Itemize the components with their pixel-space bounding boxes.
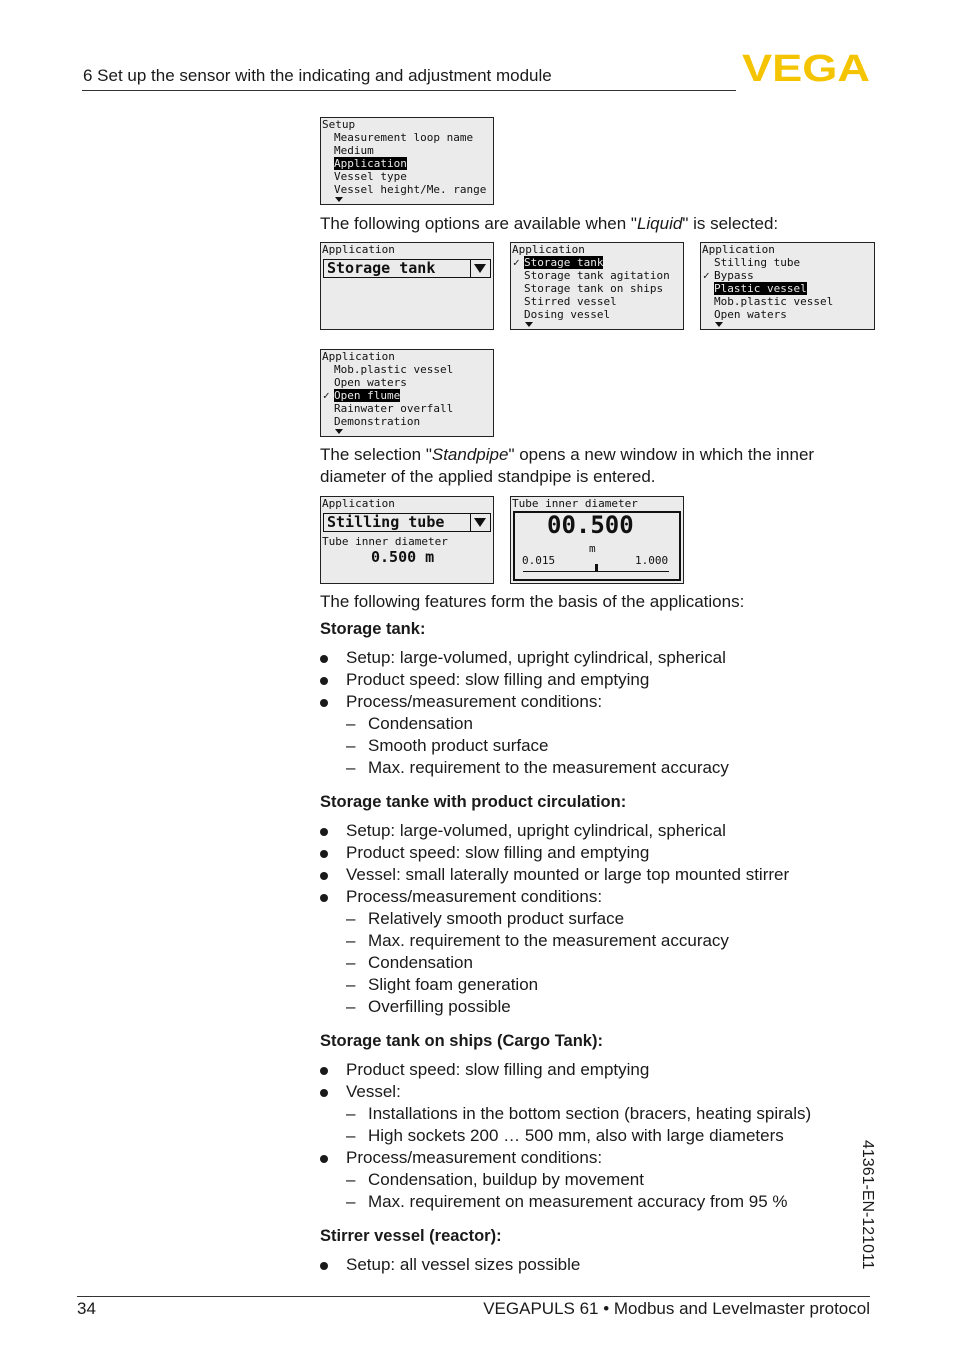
lcd-title: Tube inner diameter: [512, 497, 638, 510]
footer-divider: [77, 1296, 870, 1297]
dropdown-arrow-icon: [470, 260, 490, 277]
sub-item: [346, 1192, 876, 1212]
lcd-menu-item-selected[interactable]: Plastic vessel: [714, 282, 807, 295]
bullet-item: [320, 1255, 880, 1275]
lcd-menu-item[interactable]: Medium: [334, 144, 374, 157]
bullet-text: Setup: large-volumed, upright cylindrical, spherical: [346, 821, 726, 840]
bullet-item: [320, 865, 880, 885]
header-divider: [82, 90, 736, 91]
sub-item: [346, 953, 876, 973]
bullet-text: Process/measurement conditions:: [346, 887, 603, 906]
sub-item: [346, 909, 876, 929]
bullet-item: [320, 887, 880, 907]
bullet-item: [320, 1148, 880, 1168]
lcd-menu-item-selected[interactable]: Open flume: [334, 389, 401, 402]
checkmark-icon: ✓: [703, 269, 710, 282]
dash-icon: –: [346, 714, 356, 733]
dash-icon: –: [346, 1104, 356, 1123]
bullet-icon: [320, 1067, 328, 1075]
scroll-down-icon: [525, 322, 533, 327]
section-heading: Storage tank:: [320, 620, 426, 638]
document-code: 41361-EN-121011: [859, 1140, 876, 1270]
standpipe-text: The selection "Standpipe" opens a new window in which the inner diameter of the applied standpipe is entered.: [320, 445, 815, 486]
lcd-menu-item-selected[interactable]: Storage tank: [524, 256, 604, 269]
lcd-menu-item[interactable]: Storage tank on ships: [524, 282, 664, 295]
sub-item-text: Condensation: [368, 953, 473, 972]
bullet-item: [320, 843, 880, 863]
bullet-icon: [320, 894, 328, 902]
dash-icon: –: [346, 1126, 356, 1145]
range-marker: [595, 564, 598, 572]
lcd-menu-item[interactable]: Demonstration: [334, 415, 421, 428]
sub-item-text: Installations in the bottom section (bracers, heating spirals): [368, 1104, 812, 1123]
lcd-title: Application: [322, 243, 395, 256]
bullet-text: Setup: all vessel sizes possible: [346, 1255, 581, 1274]
lcd-setup-menu: [320, 117, 494, 205]
lcd-tube-diameter-edit: [510, 496, 684, 584]
sub-item-text: Condensation: [368, 714, 473, 733]
lcd-menu-item-selected[interactable]: Application: [334, 157, 407, 170]
lcd-menu-item[interactable]: Measurement loop name: [334, 131, 474, 144]
bullet-icon: [320, 872, 328, 880]
dash-icon: –: [346, 931, 356, 950]
scroll-down-icon: [335, 429, 343, 434]
liquid-intro-text: The following options are available when "Liquid" is selected:: [320, 214, 779, 233]
sub-item-text: High sockets 200 … 500 mm, also with large diameters: [368, 1126, 784, 1145]
sub-item: [346, 1170, 876, 1190]
bullet-icon: [320, 677, 328, 685]
sub-item: [346, 931, 876, 951]
bullet-item: [320, 692, 880, 712]
range-min-label: 0.015: [522, 554, 556, 567]
scroll-down-icon: [715, 322, 723, 327]
dash-icon: –: [346, 736, 356, 755]
application-dropdown[interactable]: Stilling tube: [323, 513, 491, 532]
sub-item: [346, 758, 876, 778]
bullet-text: Product speed: slow filling and emptying: [346, 670, 650, 689]
sub-item: [346, 975, 876, 995]
bullet-text: Vessel:: [346, 1082, 401, 1101]
lcd-menu-item[interactable]: Open waters: [334, 376, 407, 389]
bullet-text: Process/measurement conditions:: [346, 692, 603, 711]
bullet-icon: [320, 655, 328, 663]
dash-icon: –: [346, 1192, 356, 1211]
application-dropdown[interactable]: Storage tank: [323, 259, 491, 278]
bullet-icon: [320, 828, 328, 836]
sub-item-text: Max. requirement to the measurement accuracy: [368, 758, 729, 777]
dash-icon: –: [346, 997, 356, 1016]
sub-item: [346, 1126, 876, 1146]
section-heading: Stirrer vessel (reactor):: [320, 1227, 502, 1245]
lcd-title: Application: [702, 243, 775, 256]
unit-label: m: [589, 542, 596, 555]
dropdown-arrow-icon: [470, 514, 490, 531]
bullet-text: Process/measurement conditions:: [346, 1148, 603, 1167]
bullet-icon: [320, 1262, 328, 1270]
lcd-application-combo: [320, 242, 494, 330]
diameter-edit-value[interactable]: 00.500: [547, 511, 634, 539]
lcd-menu-item[interactable]: Bypass: [714, 269, 754, 282]
features-intro-text: The following features form the basis of the applications:: [320, 592, 745, 611]
sub-item-text: Overfilling possible: [368, 997, 511, 1016]
bullet-item: [320, 648, 880, 668]
page-header-title: 6 Set up the sensor with the indicating and adjustment module: [83, 66, 552, 85]
lcd-title: Setup: [322, 118, 356, 131]
scroll-down-icon: [335, 197, 343, 202]
bullet-text: Setup: large-volumed, upright cylindrical, spherical: [346, 648, 726, 667]
dash-icon: –: [346, 953, 356, 972]
bullet-text: Vessel: small laterally mounted or large top mounted stirrer: [346, 865, 790, 884]
section-heading: Storage tanke with product circulation:: [320, 793, 627, 811]
lcd-menu-item[interactable]: Vessel type: [334, 170, 407, 183]
lcd-title: Application: [322, 497, 395, 510]
lcd-application-stilling-tube: [320, 496, 494, 584]
lcd-application-list-3: [320, 349, 494, 437]
sub-item: [346, 736, 876, 756]
lcd-menu-item[interactable]: Mob.plastic vessel: [334, 363, 454, 376]
sub-item: [346, 1104, 876, 1124]
bullet-item: [320, 821, 880, 841]
sub-item: [346, 997, 876, 1017]
sub-item-text: Condensation, buildup by movement: [368, 1170, 644, 1189]
lcd-menu-item[interactable]: Mob.plastic vessel: [714, 295, 834, 308]
sub-item-text: Slight foam generation: [368, 975, 539, 994]
bullet-icon: [320, 1155, 328, 1163]
range-max-label: 1.000: [635, 554, 669, 567]
lcd-menu-item[interactable]: Stirred vessel: [524, 295, 617, 308]
checkmark-icon: ✓: [323, 389, 330, 402]
bullet-text: Product speed: slow filling and emptying: [346, 1060, 650, 1079]
footer-title: VEGAPULS 61 • Modbus and Levelmaster protocol: [483, 1299, 870, 1318]
vega-logo: [742, 52, 872, 84]
svg-text:VEGA: VEGA: [742, 52, 870, 84]
lcd-menu-item[interactable]: Stilling tube: [714, 256, 801, 269]
bullet-item: [320, 670, 880, 690]
lcd-menu-item[interactable]: Open waters: [714, 308, 787, 321]
lcd-menu-item[interactable]: Vessel height/Me. range: [334, 183, 487, 196]
lcd-title: Application: [322, 350, 395, 363]
bullet-icon: [320, 699, 328, 707]
bullet-icon: [320, 1089, 328, 1097]
bullet-item: [320, 1060, 880, 1080]
sub-item-text: Smooth product surface: [368, 736, 549, 755]
dash-icon: –: [346, 975, 356, 994]
bullet-text: Product speed: slow filling and emptying: [346, 843, 650, 862]
dash-icon: –: [346, 909, 356, 928]
dash-icon: –: [346, 1170, 356, 1189]
tube-diameter-value: 0.500 m: [371, 548, 435, 566]
bullet-icon: [320, 850, 328, 858]
sub-item: [346, 714, 876, 734]
section-heading: Storage tank on ships (Cargo Tank):: [320, 1032, 603, 1050]
lcd-application-list-1: [510, 242, 684, 330]
lcd-application-list-2: [700, 242, 875, 330]
sub-item-text: Max. requirement on measurement accuracy from 95 %: [368, 1192, 788, 1211]
bullet-item: [320, 1082, 880, 1102]
lcd-menu-item[interactable]: Dosing vessel: [524, 308, 611, 321]
tube-diameter-label: Tube inner diameter: [322, 535, 448, 548]
checkmark-icon: ✓: [513, 256, 520, 269]
lcd-menu-item[interactable]: Storage tank agitation: [524, 269, 670, 282]
sub-item-text: Max. requirement to the measurement accuracy: [368, 931, 729, 950]
sub-item-text: Relatively smooth product surface: [368, 909, 625, 928]
lcd-title: Application: [512, 243, 585, 256]
page-number: 34: [77, 1299, 96, 1318]
lcd-menu-item[interactable]: Rainwater overfall: [334, 402, 454, 415]
dash-icon: –: [346, 758, 356, 777]
